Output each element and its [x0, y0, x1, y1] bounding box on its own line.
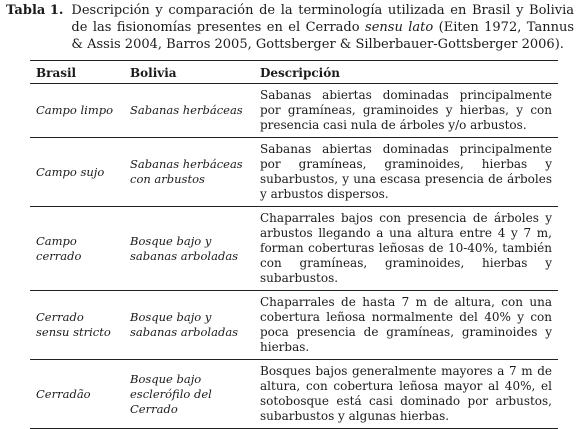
cell-brasil: Cerradão — [30, 360, 124, 429]
caption-text-after: (Eiten 1972, Tannus & Assis 2004, Barros 2005, Gottsberger & Silberbauer-Gottsberger 2006). — [71, 20, 575, 52]
cell-bolivia: Bosque bajo y sabanas arboladas — [124, 207, 254, 291]
cell-bolivia: Bosque bajo esclerófilo del Cerrado — [124, 360, 254, 429]
cell-descripcion: Chaparrales de hasta 7 m de altura, con una cobertura leñosa normalmente del 40% y con poca presencia de gramíneas, graminoides y hierbas. — [254, 291, 558, 360]
caption-text-italic: sensu lato — [365, 20, 434, 35]
table-row — [30, 84, 558, 138]
cell-bolivia: Sabanas herbáceas — [124, 84, 254, 138]
caption-text-before: Descripción y comparación de la terminología utilizada en Brasil y Bolivia de las fisionomías presentes en el Cerrado — [71, 3, 574, 35]
table-row — [30, 360, 558, 429]
header-bolivia: Bolivia — [124, 61, 254, 84]
cell-descripcion: Bosques bajos generalmente mayores a 7 m de altura, con cobertura leñosa mayor al 40%, el sotobosque está casi dominado por arbustos, subarbustos y algunas hierbas. — [254, 360, 558, 429]
header-descripcion: Descripción — [254, 61, 558, 84]
cell-bolivia: Bosque bajo y sabanas arboladas — [124, 291, 254, 360]
table-header-row — [30, 61, 558, 84]
terminology-table — [30, 60, 558, 429]
header-brasil: Brasil — [30, 61, 124, 84]
cell-brasil: Campo limpo — [30, 84, 124, 138]
cell-descripcion: Chaparrales bajos con presencia de árboles y arbustos llegando a una altura entre 4 y 7 m, forman coberturas leñosas de 10-40%, también con gramíneas, graminoides, hierbas y subarbustos. — [254, 207, 558, 291]
caption-label: Tabla 1. — [6, 3, 64, 18]
cell-brasil: Campo sujo — [30, 138, 124, 207]
table-row — [30, 207, 558, 291]
cell-bolivia: Sabanas herbáceas con arbustos — [124, 138, 254, 207]
table-caption — [6, 2, 574, 53]
table-row — [30, 291, 558, 360]
cell-descripcion: Sabanas abiertas dominadas principalmente por gramíneas, graminoides, hierbas y subarbustos, y una escasa presencia de árboles y arbustos dispersos. — [254, 138, 558, 207]
caption-text — [71, 2, 574, 53]
cell-descripcion: Sabanas abiertas dominadas principalmente por gramíneas, graminoides y hierbas, y con presencia casi nula de árboles y/o arbustos. — [254, 84, 558, 138]
cell-brasil: Campo cerrado — [30, 207, 124, 291]
table-row — [30, 138, 558, 207]
cell-brasil: Cerrado sensu stricto — [30, 291, 124, 360]
